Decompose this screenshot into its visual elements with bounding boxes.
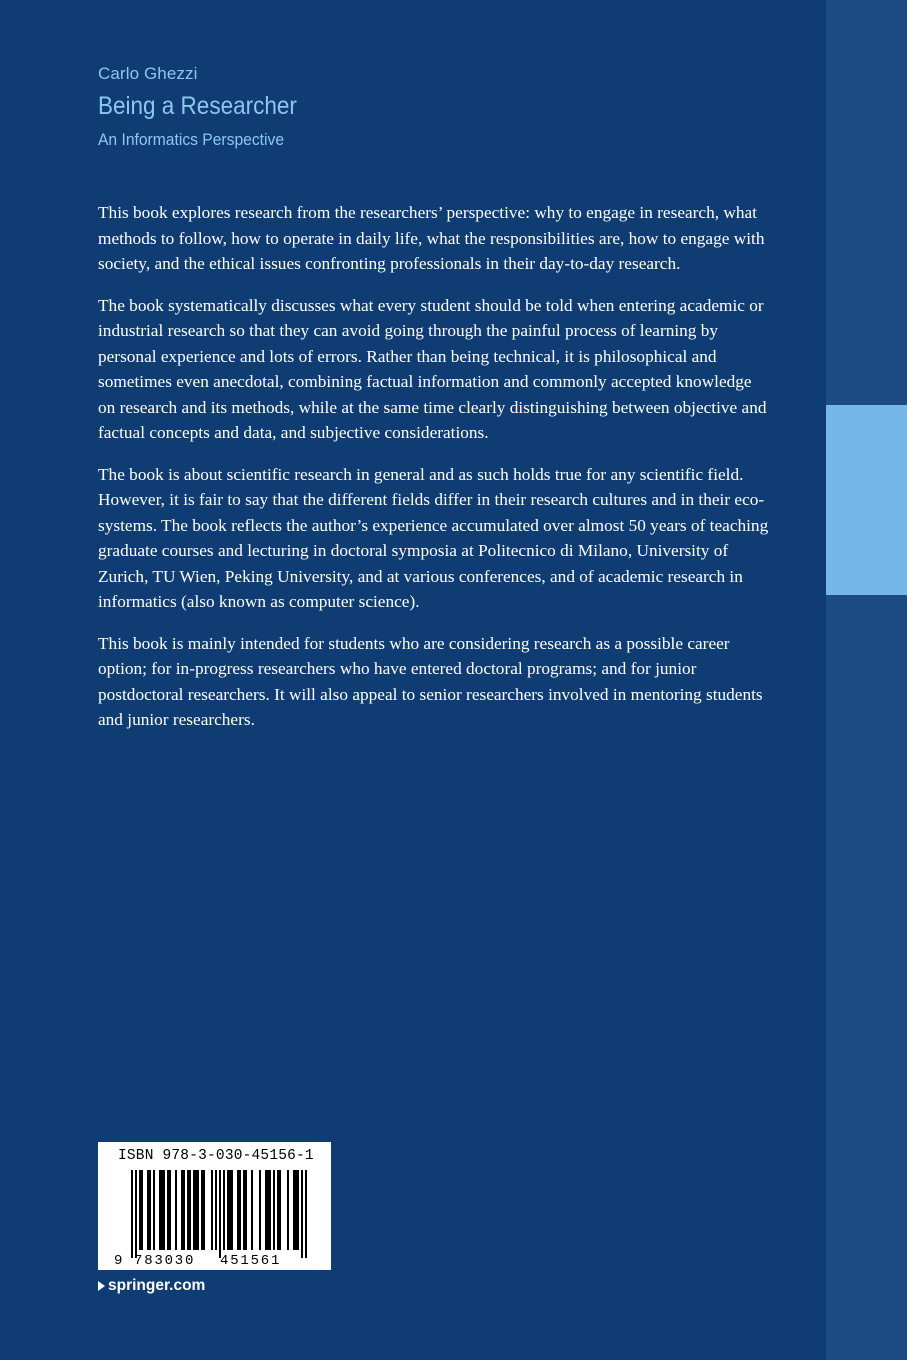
barcode-bar — [267, 1170, 269, 1250]
barcode-bar — [149, 1170, 151, 1250]
blurb-paragraph: The book systematically discusses what every student should be told when entering academic or industrial research so that they can avoid going through the painful process of learning by personal experience and lots of errors. Rather than being technical, it is philosophical and sometimes even anecdotal, combining factual information and commonly accepted knowledge on research and its methods, while at the same time clearly distinguishing between objective and factual concepts and data, and subjective considerations. — [98, 295, 767, 442]
publisher-link[interactable] — [98, 1277, 205, 1295]
barcode-bar — [273, 1170, 275, 1250]
spine-accent-band — [826, 405, 907, 595]
isbn-barcode — [98, 1142, 331, 1270]
book-title: Being a Researcher — [98, 92, 297, 120]
spine — [826, 0, 907, 1360]
barcode-bar — [251, 1170, 253, 1250]
barcode-bar — [195, 1170, 197, 1250]
barcode-bar — [229, 1170, 231, 1250]
barcode-bar — [297, 1170, 299, 1250]
barcode-bar — [203, 1170, 205, 1250]
barcode-bar — [135, 1170, 137, 1258]
barcode-bar — [175, 1170, 177, 1250]
barcode-bar — [147, 1170, 149, 1250]
barcode-bar — [237, 1170, 239, 1250]
barcode-bar — [277, 1170, 279, 1250]
barcode-bar — [305, 1170, 307, 1258]
barcode-bar — [219, 1170, 221, 1258]
blurb — [98, 200, 770, 749]
barcode-digit-lead: 9 — [114, 1253, 123, 1269]
barcode-bar — [197, 1170, 199, 1250]
barcode-bar — [159, 1170, 161, 1250]
barcode-bar — [131, 1170, 133, 1258]
play-arrow-icon — [98, 1281, 105, 1291]
barcode-bar — [193, 1170, 195, 1250]
barcode-bar — [269, 1170, 271, 1250]
barcode-bar — [259, 1170, 261, 1250]
barcode-bar — [287, 1170, 289, 1250]
isbn-label: ISBN 978-3-030-45156-1 — [118, 1148, 314, 1164]
blurb-paragraph: This book explores research from the researchers’ perspective: why to engage in research, what methods to follow, how to operate in daily life, what the responsibilities are, how to engage with society, and the ethical issues confronting professionals in their day-to-day research. — [98, 203, 765, 273]
barcode-bar — [265, 1170, 267, 1250]
barcode-digits-left: 783030 — [134, 1253, 196, 1269]
barcode-bar — [201, 1170, 203, 1250]
barcode-bar — [183, 1170, 185, 1250]
barcode-bar — [295, 1170, 297, 1250]
publisher-url: springer.com — [108, 1277, 206, 1294]
barcode-bar — [153, 1170, 155, 1250]
barcode-bar — [187, 1170, 189, 1250]
barcode-bar — [163, 1170, 165, 1250]
barcode-bar — [223, 1170, 225, 1250]
barcode-bar — [215, 1170, 217, 1250]
barcode-bar — [161, 1170, 163, 1250]
blurb-paragraph: The book is about scientific research in general and as such holds true for any scientific field. However, it is fair to say that the different fields differ in their research cultures and in their eco-systems. The book reflects the author’s experience accumulated over almost 50 years of teaching graduate courses and lecturing in doctoral symposia at Politecnico di Milano, University of Zurich, TU Wien, Peking University, and at various conferences, and of academic research in informatics (also known as computer science). — [98, 464, 769, 611]
barcode-bar — [293, 1170, 295, 1250]
barcode-graphic — [98, 1142, 331, 1270]
author-name: Carlo Ghezzi — [98, 64, 198, 83]
barcode-bar — [139, 1170, 141, 1250]
barcode-bar — [181, 1170, 183, 1250]
barcode-bar — [189, 1170, 191, 1250]
barcode-bar — [141, 1170, 143, 1250]
blurb-paragraph: This book is mainly intended for students who are considering research as a possible career option; for in-progress researchers who have entered doctoral programs; and for junior postdoctoral researchers. It will also appeal to senior researchers involved in mentoring students and junior researchers. — [98, 633, 763, 729]
barcode-bar — [227, 1170, 229, 1250]
barcode-bar — [169, 1170, 171, 1250]
barcode-bar — [279, 1170, 281, 1250]
barcode-bar — [231, 1170, 233, 1250]
barcode-bar — [167, 1170, 169, 1250]
book-subtitle: An Informatics Perspective — [98, 130, 285, 149]
barcode-bar — [301, 1170, 303, 1258]
barcode-digits-right: 451561 — [220, 1253, 282, 1269]
barcode-bar — [243, 1170, 245, 1250]
barcode-bar — [211, 1170, 213, 1250]
barcode-bar — [239, 1170, 241, 1250]
barcode-bar — [245, 1170, 247, 1250]
